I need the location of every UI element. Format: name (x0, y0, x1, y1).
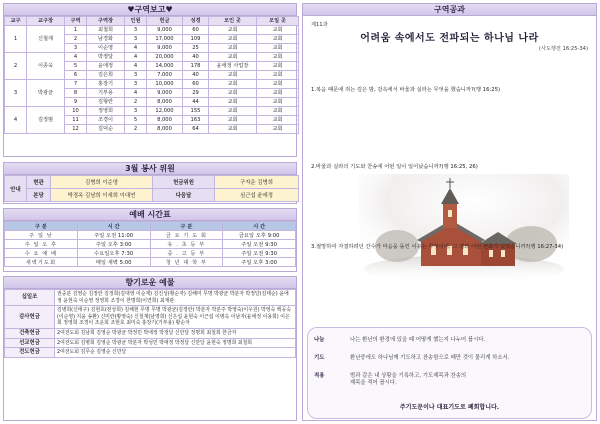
report-cell: 11 (65, 116, 87, 125)
volunteer-title: 3월 봉사 위원 (4, 163, 296, 175)
report-row (5, 107, 299, 116)
report-header-cell: 성경 (183, 17, 209, 26)
worship-schedule-table (4, 221, 296, 267)
report-cell: 교회 (257, 53, 299, 62)
report-cell: 6 (65, 71, 87, 80)
report-cell: 김덕순 (87, 125, 125, 134)
report-cell: 교회 (209, 98, 257, 107)
question-3: 3.절망하여 자결하려던 간수가 마음을 돌린 이유는 무엇이며, 그 결과 어떤 변화가 있었습니까?(행 16:27-34) (311, 244, 564, 250)
report-cell: 5 (65, 62, 87, 71)
district-number: 2 (5, 53, 27, 80)
report-cell: 44 (183, 98, 209, 107)
lesson-title: 어려움 속에서도 전파되는 하나님 나라 (360, 33, 539, 44)
apply-text: 나는 환난의 환경에 있을 때 어떻게 했는지 나누어 봅시다. (350, 337, 486, 343)
district-number: 3 (5, 80, 27, 107)
volunteer-cell: 구자운 김병희 (215, 176, 299, 189)
report-cell: 교회 (257, 116, 299, 125)
report-cell: 3 (65, 44, 87, 53)
report-cell: 교회 (257, 62, 299, 71)
schedule-row (5, 231, 296, 240)
district-number: 1 (5, 26, 27, 53)
report-cell: 12,000 (147, 107, 183, 116)
report-cell: 조경이 (87, 116, 125, 125)
service-time: 수요일오후 7:30 (77, 249, 150, 258)
offering-panel (3, 276, 297, 421)
report-cell: 9 (65, 98, 87, 107)
report-cell: 교회 (257, 80, 299, 89)
volunteer-panel (3, 162, 297, 204)
report-cell: 교회 (257, 107, 299, 116)
schedule-row (5, 240, 296, 249)
report-row (5, 26, 299, 35)
question-1: 1.복음 때문에 쥐는 깊은 밤, 감옥에서 바울과 실라는 무엇을 했습니까?(행 16:25) (311, 87, 501, 93)
district-report-title: ♥구역보고♥ (4, 4, 296, 16)
report-cell: 60 (183, 26, 209, 35)
report-cell: 8 (65, 89, 87, 98)
offering-row (5, 338, 296, 348)
report-header-cell: 교구장 (27, 17, 65, 26)
offering-category: 십일조 (5, 290, 55, 306)
report-cell: 교회 (257, 98, 299, 107)
apply-label: 적용 (314, 373, 325, 379)
apply-label: 나눔 (314, 337, 325, 343)
volunteer-cell: 박경옥 김남희 이세희 이대연 (51, 189, 153, 202)
report-header-cell: 인원 (125, 17, 147, 26)
report-cell: 남경화 (87, 35, 125, 44)
report-cell: 이순영 (87, 44, 125, 53)
report-cell: 7,000 (147, 71, 183, 80)
report-cell: 10,000 (147, 80, 183, 89)
schedule-header-cell: 구 분 (150, 222, 223, 231)
report-cell: 109 (183, 35, 209, 44)
schedule-row (5, 258, 296, 267)
service-time: 주일 오전 9:30 (223, 240, 296, 249)
worship-schedule-panel (3, 208, 297, 272)
apply-text: 범과 같은 내 상황을 기록하고, 기도제목과 찬송의 제목을 적어 봅시다. (350, 373, 467, 386)
district-report-panel (3, 3, 297, 157)
report-cell: 교회 (257, 44, 299, 53)
report-cell: 64 (183, 125, 209, 134)
report-cell: 최철희 (87, 26, 125, 35)
volunteer-cell: 김병희 이순영 (51, 176, 153, 189)
volunteer-cell: 현관 (27, 176, 51, 189)
worship-schedule-title: 예배 시간표 (4, 209, 296, 221)
offering-row (5, 348, 296, 358)
report-header-cell: 교구 (5, 17, 27, 26)
report-cell: 3 (125, 71, 147, 80)
report-cell: 4 (65, 53, 87, 62)
report-cell: 김형란 (87, 98, 125, 107)
offering-names: 2여전도회 김병희 김영순 박광균 박분자 박성민 박애정 박정달 신만달 윤현숙 정명희 최철희 (55, 338, 296, 348)
volunteer-cell: 심근섭 윤애정 (215, 189, 299, 202)
report-cell: 8,000 (147, 98, 183, 107)
report-cell: 박정달 (87, 53, 125, 62)
service-name: 유 . 초 등 부 (150, 240, 223, 249)
service-name: 청 년 대 학 부 (150, 258, 223, 267)
volunteer-row (5, 189, 299, 202)
report-cell: 3 (125, 107, 147, 116)
report-cell: 25 (183, 44, 209, 53)
offering-category: 건축헌금 (5, 328, 55, 338)
service-name: 새벽기도회 (5, 258, 78, 267)
report-cell: 교회 (257, 125, 299, 134)
report-cell: 5 (125, 116, 147, 125)
report-cell: 홍장기 (87, 80, 125, 89)
service-time: 주일 오후 3:00 (223, 258, 296, 267)
report-cell: 8,000 (147, 116, 183, 125)
report-cell: 155 (183, 107, 209, 116)
report-cell: 윤애정 (87, 62, 125, 71)
report-cell: 7 (65, 80, 87, 89)
service-name: 주 일 낮 (5, 231, 78, 240)
report-cell: 교회 (209, 80, 257, 89)
apply-text: 환난중에도 하나님께 기도하고 찬송함으로 때만 것이 물리게 하소서. (350, 355, 510, 361)
report-cell: 1 (65, 26, 87, 35)
report-cell: 9,000 (147, 44, 183, 53)
report-cell: 60 (183, 80, 209, 89)
report-cell: 교회 (209, 44, 257, 53)
offering-table (4, 289, 296, 358)
volunteer-cell: 다음달 (153, 189, 215, 202)
report-cell: 2 (125, 98, 147, 107)
service-name: 중 . 고 등 부 (150, 249, 223, 258)
report-cell: 8,000 (147, 125, 183, 134)
volunteer-row (5, 176, 299, 189)
report-cell: 김은희 (87, 71, 125, 80)
service-name: 금 요 기 도 회 (150, 231, 223, 240)
service-time: 주일 오전 11:00 (77, 231, 150, 240)
report-cell: 교회 (209, 89, 257, 98)
report-cell: 정영희 (87, 107, 125, 116)
offering-names: 2여전도회 김무순 김영순 신만달 (55, 348, 296, 358)
report-cell: 29 (183, 89, 209, 98)
report-cell: 기부용 (87, 89, 125, 98)
district-number: 4 (5, 107, 27, 134)
application-box (307, 327, 592, 419)
report-cell: 4 (125, 89, 147, 98)
report-cell: 40 (183, 53, 209, 62)
report-cell: 17,000 (147, 35, 183, 44)
report-cell: 20,000 (147, 53, 183, 62)
report-cell: 교회 (209, 107, 257, 116)
volunteer-cell: 본당 (27, 189, 51, 202)
report-row (5, 53, 299, 62)
offering-category: 전도헌금 (5, 348, 55, 358)
schedule-header-cell: 구 분 (5, 222, 78, 231)
report-cell: 교회 (257, 89, 299, 98)
district-leader: 이종욱 (27, 53, 65, 80)
report-cell: 교회 (209, 116, 257, 125)
schedule-header-cell: 시 간 (223, 222, 296, 231)
report-cell: 교회 (257, 71, 299, 80)
report-header-cell: 모일 곳 (257, 17, 299, 26)
report-cell: 4 (125, 53, 147, 62)
district-leader: 김정범 (27, 107, 65, 134)
district-leader: 신철재 (27, 26, 65, 53)
report-cell: 3 (125, 35, 147, 44)
lesson-panel (302, 3, 597, 421)
schedule-header-cell: 시 간 (77, 222, 150, 231)
offering-row (5, 328, 296, 338)
volunteer-cell: 헌금위원 (153, 176, 215, 189)
lesson-number: 제11과 (311, 22, 328, 28)
report-header-cell: 구역 (65, 17, 87, 26)
report-cell: 교회 (209, 125, 257, 134)
report-cell: 12 (65, 125, 87, 134)
report-cell: 178 (183, 62, 209, 71)
report-header-cell: 모인 곳 (209, 17, 257, 26)
report-header-cell: 헌금 (147, 17, 183, 26)
report-cell: 10 (65, 107, 87, 116)
offering-category: 선교헌금 (5, 338, 55, 348)
closing-text: 주기도문이나 대표기도로 폐회합니다. (399, 404, 500, 411)
lesson-reference: (사도행전 16:25-34) (538, 46, 588, 52)
service-time: 주일 오전 9:30 (223, 249, 296, 258)
offering-category: 감사헌금 (5, 306, 55, 329)
service-name: 수 요 예 배 (5, 249, 78, 258)
report-cell: 교회 (209, 26, 257, 35)
offering-row (5, 290, 296, 306)
volunteer-table (4, 175, 299, 202)
district-leader: 박광균 (27, 80, 65, 107)
schedule-header-row (5, 222, 296, 231)
offering-names: 김병희(신태구) 김현호(천상희) 김해현 무명 무명 박광균(김정란) 박분자 박분주 박영숙(이우원) 박영숙 백공숙(이순영) 지윤 송환) 신미란(황영숙) 신철재(남영희) 신은섭 윤현숙 이근섭 이병옥 이남자(윤애정 이용희) 이은희 정영희 조경이 조운희 조현호 최미숙 홍장기(기부용) 황순자 (55, 306, 296, 329)
church-illustration (359, 174, 569, 284)
report-row (5, 80, 299, 89)
report-cell: 4 (125, 44, 147, 53)
report-header-cell: 구역장 (87, 17, 125, 26)
service-time: 주일 오후 3:00 (77, 240, 150, 249)
report-cell: 3 (125, 80, 147, 89)
service-time: 금요일 오후 9:00 (223, 231, 296, 240)
schedule-row (5, 249, 296, 258)
report-cell: 교회 (209, 71, 257, 80)
report-cell: 14,000 (147, 62, 183, 71)
offering-names: 권중분 김영순 김정란 김정희(김대영 이순재) 김진성(황순자) 김해미 무명 박광균 박분자 박정달(김태순) 윤애정 윤현숙 이순영 정영희 조경이 한명희(이연희) 최재관 (55, 290, 296, 306)
district-report-table (4, 16, 299, 134)
report-cell: 163 (183, 116, 209, 125)
report-cell: 3 (125, 26, 147, 35)
offering-names: 2여전도회 김남희 김영순 박광균 박정민 박애정 박정달 신만달 정명희 최철희 한금자 (55, 328, 296, 338)
report-cell: 교회 (257, 35, 299, 44)
service-time: 매일 새벽 5:00 (77, 258, 150, 267)
offering-row (5, 306, 296, 329)
report-cell: 9,000 (147, 26, 183, 35)
lesson-header: 구역공과 (303, 4, 596, 16)
report-cell: 9,000 (147, 89, 183, 98)
report-cell: 윤애정 사업장 (209, 62, 257, 71)
report-cell: 4 (125, 62, 147, 71)
question-2: 2.바울과 실라의 기도와 찬송에 어떤 일이 일어났습니까?(행 16:25, 26) (311, 164, 478, 170)
report-cell: 40 (183, 71, 209, 80)
volunteer-label: 안내 (5, 176, 27, 202)
report-cell: 교회 (209, 35, 257, 44)
service-name: 주 일 오 후 (5, 240, 78, 249)
apply-label: 기도 (314, 355, 325, 361)
report-header-row (5, 17, 299, 26)
report-cell: 교회 (209, 53, 257, 62)
offering-title: 향기로운 예물 (4, 277, 296, 289)
report-cell: 교회 (257, 26, 299, 35)
report-cell: 2 (125, 125, 147, 134)
report-cell: 2 (65, 35, 87, 44)
